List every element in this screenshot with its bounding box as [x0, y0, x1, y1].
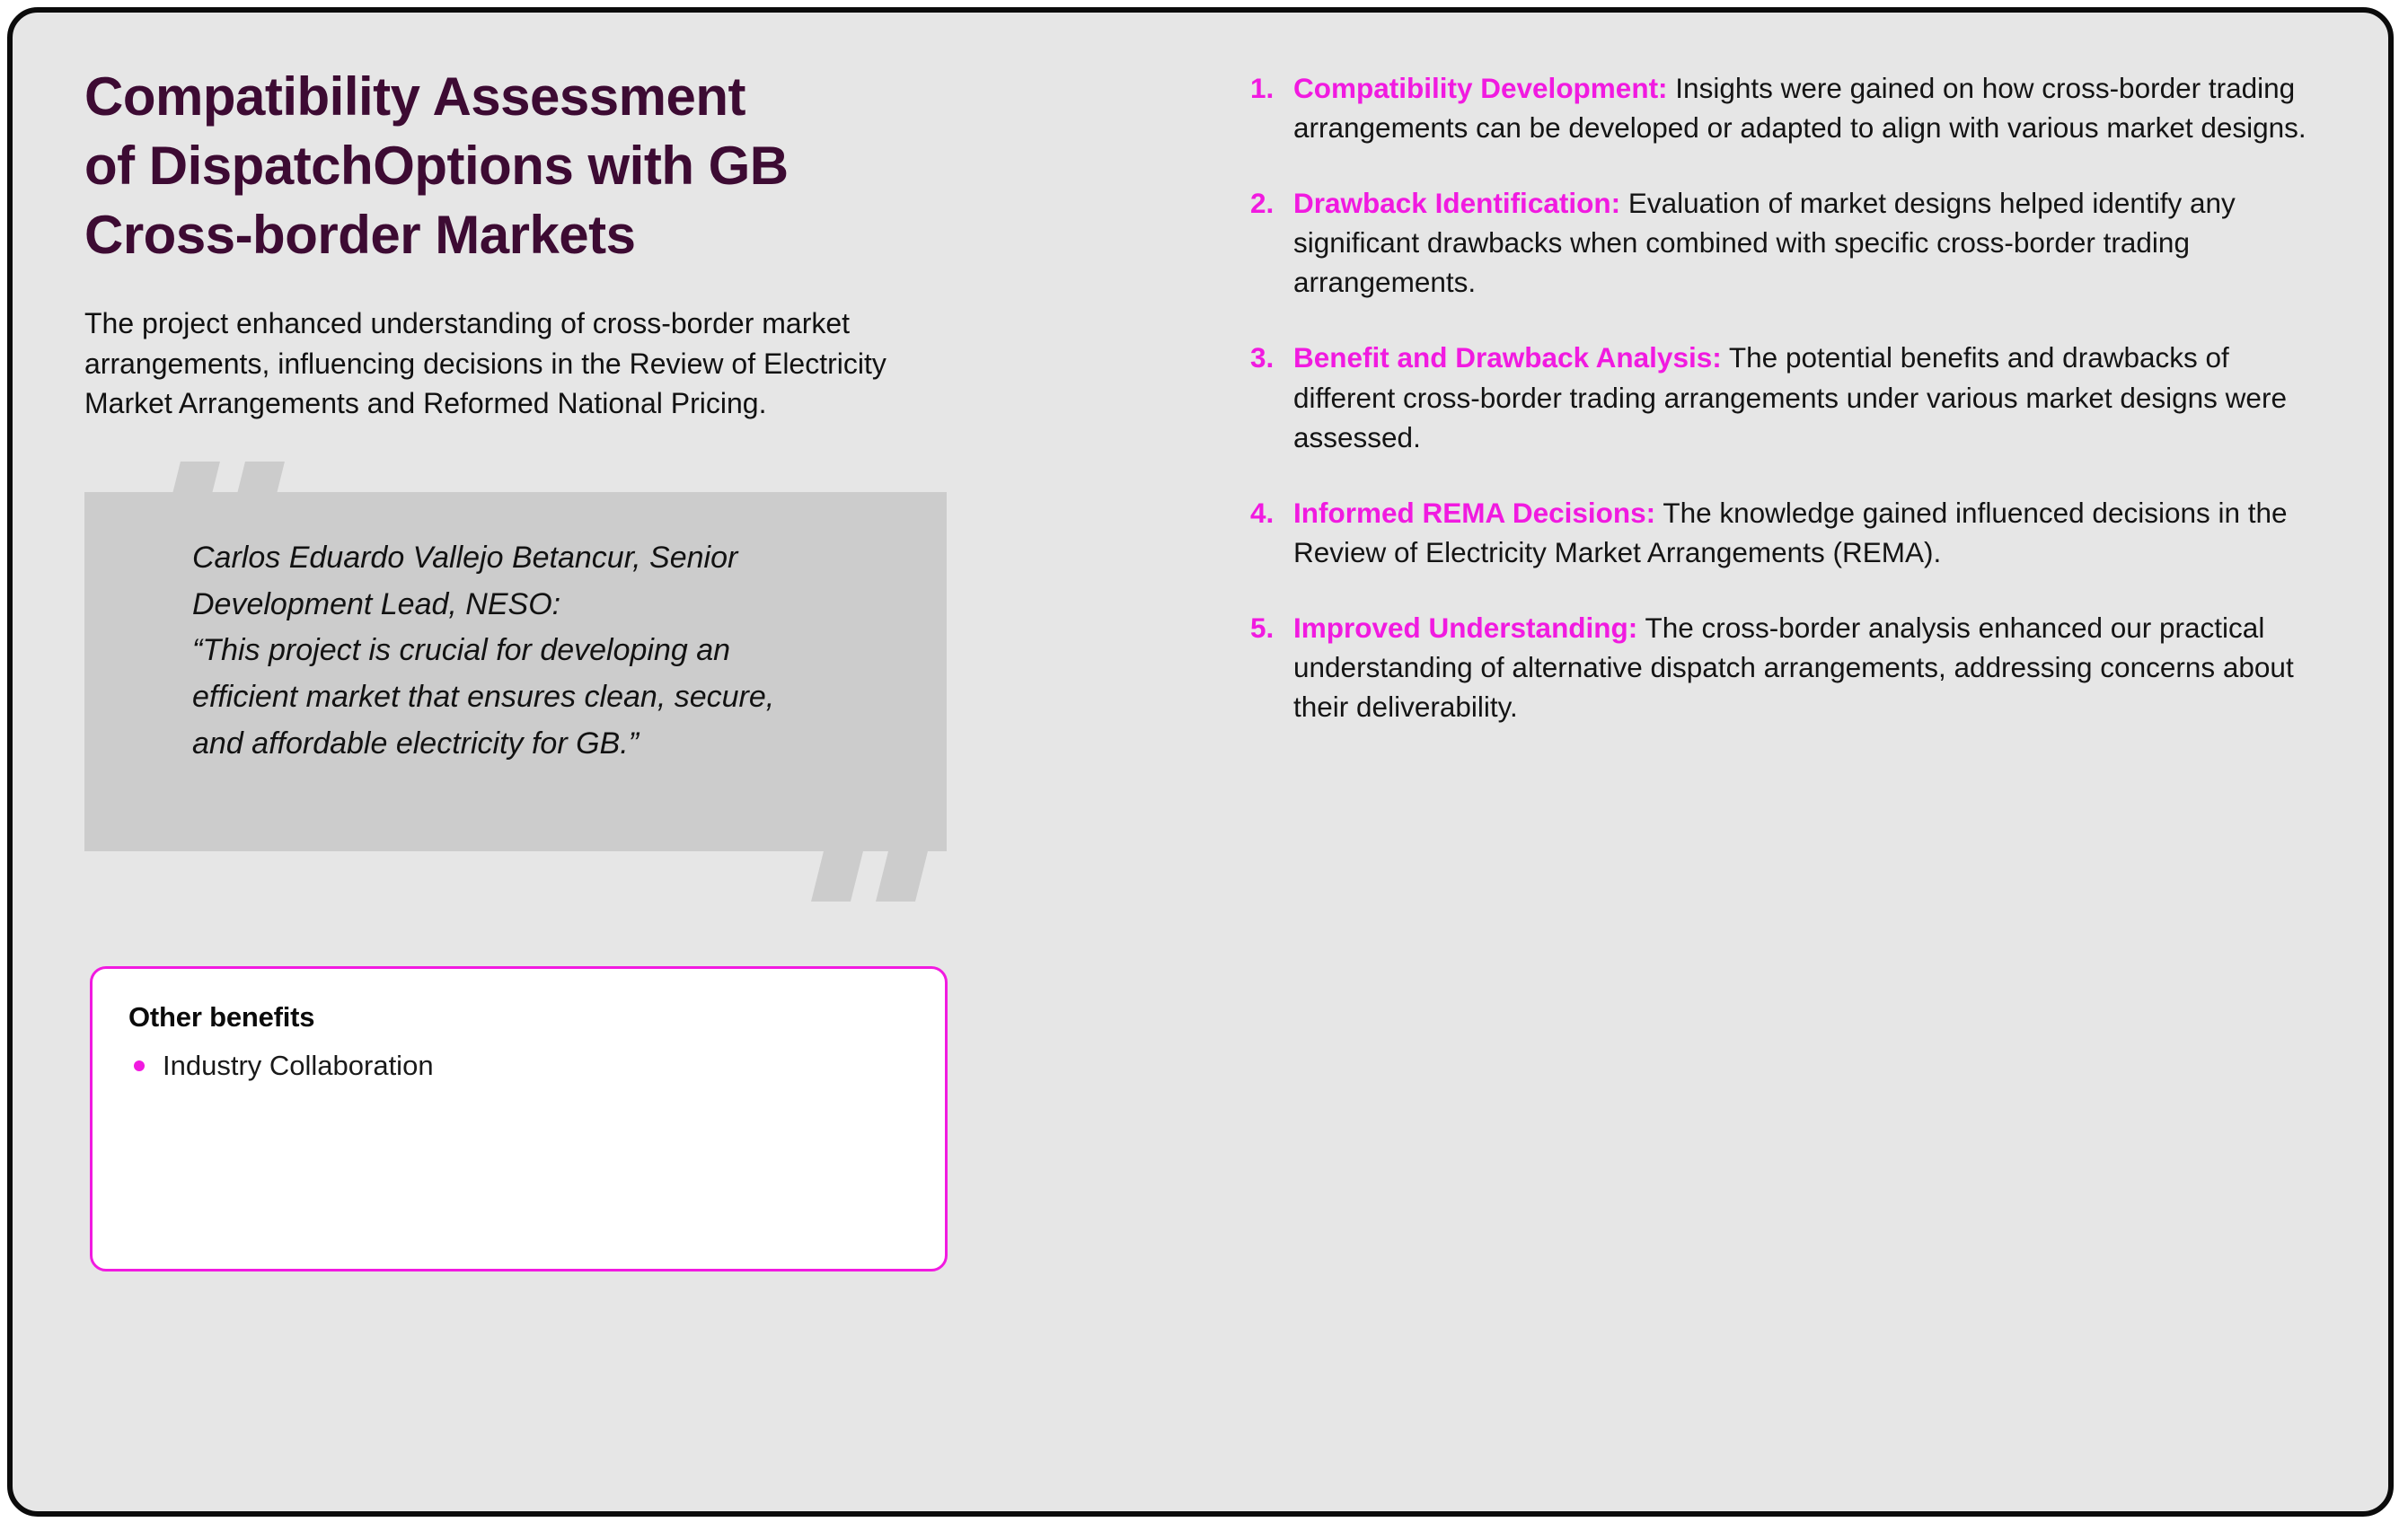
- outcome-number: 5.: [1250, 611, 1275, 644]
- quote-close-icon-stroke-1: [811, 851, 863, 902]
- outcome-body: The cross-border analysis enhanced our practical understanding of alternative dispatch arrangements, addressing concerns about their deliverability.: [1293, 611, 2294, 724]
- intro-line-3: Market Arrangements and Reformed National Pricing.: [84, 386, 767, 419]
- outcome-number: 3.: [1250, 341, 1275, 374]
- slide-page: [7, 7, 2394, 1517]
- other-benefits-item-label: Industry Collaboration: [163, 1050, 434, 1081]
- outcome-number: 1.: [1250, 72, 1275, 104]
- quote-line-2: Development Lead, NESO:: [192, 586, 561, 621]
- right-column: [1250, 68, 2337, 762]
- intro-line-1: The project enhanced understanding of cross-border market: [84, 307, 851, 340]
- page-title: [84, 63, 821, 269]
- quote-close-icon: [812, 851, 956, 902]
- left-column: [84, 63, 1144, 423]
- other-benefits-card: [90, 966, 948, 1271]
- page-title-line-2: of DispatchOptions with GB: [84, 135, 789, 196]
- intro-line-2: arrangements, influencing decisions in the Review of Electricity: [84, 347, 886, 380]
- outcome-number: 2.: [1250, 187, 1275, 220]
- list-item: [1250, 68, 2337, 147]
- quote-line-4: efficient market that ensures clean, secure,: [192, 680, 775, 715]
- quote-text: [192, 535, 911, 767]
- other-benefits-title: Other benefits: [128, 1001, 315, 1033]
- outcome-body: Insights were gained on how cross-border trading arrangements can be developed or adapted to align with various market designs.: [1293, 72, 2307, 145]
- outcomes-list: [1250, 68, 2337, 726]
- quote-line-3: “This project is crucial for developing an: [192, 633, 731, 668]
- list-item: [1250, 338, 2337, 456]
- bullet-icon: [134, 1060, 145, 1071]
- intro-paragraph: [84, 304, 1045, 422]
- quote-line-5: and affordable electricity for GB.”: [192, 726, 639, 761]
- quote-line-1: Carlos Eduardo Vallejo Betancur, Senior: [192, 541, 738, 575]
- outcome-number: 4.: [1250, 496, 1275, 529]
- quote-close-icon-stroke-2: [876, 851, 928, 902]
- page-title-line-3: Cross-border Markets: [84, 204, 636, 265]
- outcome-heading: Compatibility Development:: [1293, 72, 1668, 104]
- other-benefits-list: [128, 1046, 909, 1086]
- list-item: [1250, 493, 2337, 572]
- list-item: [128, 1046, 909, 1086]
- outcome-body: The knowledge gained influenced decisions in the Review of Electricity Market Arrangements (REMA).: [1293, 496, 2288, 568]
- outcome-heading: Informed REMA Decisions:: [1293, 496, 1656, 529]
- testimonial-quote-block: [84, 462, 983, 884]
- two-column-layout: [13, 13, 2388, 1511]
- list-item: [1250, 183, 2337, 302]
- outcome-heading: Benefit and Drawback Analysis:: [1293, 341, 1722, 374]
- outcome-body: The potential benefits and drawbacks of different cross-border trading arrangements under various market designs were assessed.: [1293, 341, 2287, 453]
- list-item: [1250, 608, 2337, 726]
- outcome-heading: Drawback Identification:: [1293, 187, 1621, 220]
- page-title-line-1: Compatibility Assessment: [84, 66, 745, 127]
- outcome-body: Evaluation of market designs helped identify any significant drawbacks when combined with specific cross-border trading arrangements.: [1293, 187, 2236, 299]
- outcome-heading: Improved Understanding:: [1293, 611, 1638, 644]
